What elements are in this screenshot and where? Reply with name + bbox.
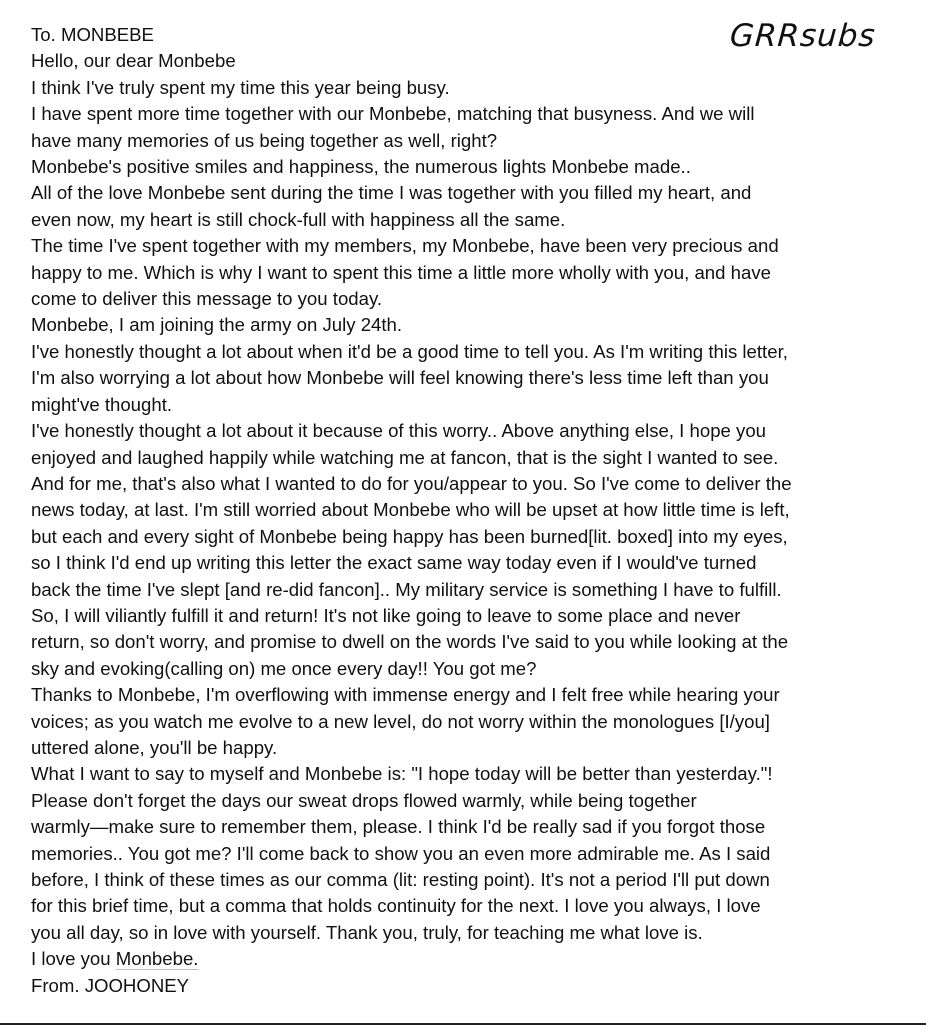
letter-line: happy to me. Which is why I want to spent this time a little more wholly with you, and have <box>31 261 771 283</box>
letter-line: So, I will viliantly fulfill it and return! It's not like going to leave to some place and never <box>31 604 741 626</box>
letter-line: back the time I've slept [and re-did fancon].. My military service is something I have to fulfill. <box>31 578 782 600</box>
letter-line: return, so don't worry, and promise to dwell on the words I've said to you while looking at the <box>31 631 789 653</box>
letter-line: even now, my heart is still chock-full with happiness all the same. <box>31 208 566 230</box>
letter-line: for this brief time, but a comma that holds continuity for the next. I love you always, I love <box>31 895 761 917</box>
letter-line: All of the love Monbebe sent during the time I was together with you filled my heart, and <box>31 182 752 204</box>
letter-salutation: To. MONBEBE <box>31 24 154 45</box>
letter-line: voices; as you watch me evolve to a new level, do not worry within the monologues [I/you] <box>31 710 770 732</box>
letter-line: news today, at last. I'm still worried about Monbebe who will be upset at how little time is left, <box>31 499 790 521</box>
letter-line: I've honestly thought a lot about when it'd be a good time to tell you. As I'm writing this letter, <box>31 340 788 362</box>
letter-line: have many memories of us being together as well, right? <box>31 129 498 151</box>
letter-body <box>31 22 911 999</box>
letter-greeting: Hello, our dear Monbebe <box>31 50 236 72</box>
letter-line: sky and evoking(calling on) me once every day!! You got me? <box>31 657 537 679</box>
letter-line: Monbebe's positive smiles and happiness, the numerous lights Monbebe made.. <box>31 156 691 178</box>
letter-line: I've honestly thought a lot about it because of this worry.. Above anything else, I hope you <box>31 420 767 442</box>
letter-line: but each and every sight of Monbebe being happy has been burned[lit. boxed] into my eyes, <box>31 525 788 547</box>
closing-prefix: I love you <box>31 948 116 970</box>
letter-line: The time I've spent together with my members, my Monbebe, have been very precious and <box>31 235 779 257</box>
letter-line: Monbebe, I am joining the army on July 24th. <box>31 314 403 336</box>
letter-closing <box>31 946 911 972</box>
letter-line: memories.. You got me? I'll come back to show you an even more admirable me. As I said <box>31 842 771 864</box>
letter-line: What I want to say to myself and Monbebe is: "I hope today will be better than yesterday."! <box>31 763 773 785</box>
closing-name: Monbebe. <box>115 948 199 970</box>
letter-line: And for me, that's also what I wanted to do for you/appear to you. So I've come to deliver the <box>31 472 792 494</box>
letter-line: so I think I'd end up writing this letter the exact same way today even if I would've turned <box>31 552 757 574</box>
letter-line: uttered alone, you'll be happy. <box>31 736 278 758</box>
letter-line: I have spent more time together with our Monbebe, matching that busyness. And we will <box>31 103 755 125</box>
letter-line: come to deliver this message to you today. <box>31 288 383 310</box>
letter-line: you all day, so in love with yourself. Thank you, truly, for teaching me what love is. <box>31 921 703 943</box>
bottom-divider <box>0 1023 926 1025</box>
letter-line: Please don't forget the days our sweat drops flowed warmly, while being together <box>31 789 697 811</box>
letter-line: enjoyed and laughed happily while watching me at fancon, that is the sight I wanted to see. <box>31 446 779 468</box>
letter-line: Thanks to Monbebe, I'm overflowing with immense energy and I felt free while hearing your <box>31 684 780 706</box>
letter-line: I think I've truly spent my time this year being busy. <box>31 76 450 98</box>
letter-line: might've thought. <box>31 393 173 415</box>
letter-signature: From. JOOHONEY <box>31 974 190 996</box>
letter-line: before, I think of these times as our comma (lit: resting point). It's not a period I'll put down <box>31 869 770 890</box>
letter-paragraphs <box>31 75 911 946</box>
letter-line: I'm also worrying a lot about how Monbebe will feel knowing there's less time left than you <box>31 367 769 389</box>
letter-line: warmly—make sure to remember them, please. I think I'd be really sad if you forgot those <box>31 816 766 838</box>
watermark-grrsubs: GRRsubs <box>728 18 877 54</box>
